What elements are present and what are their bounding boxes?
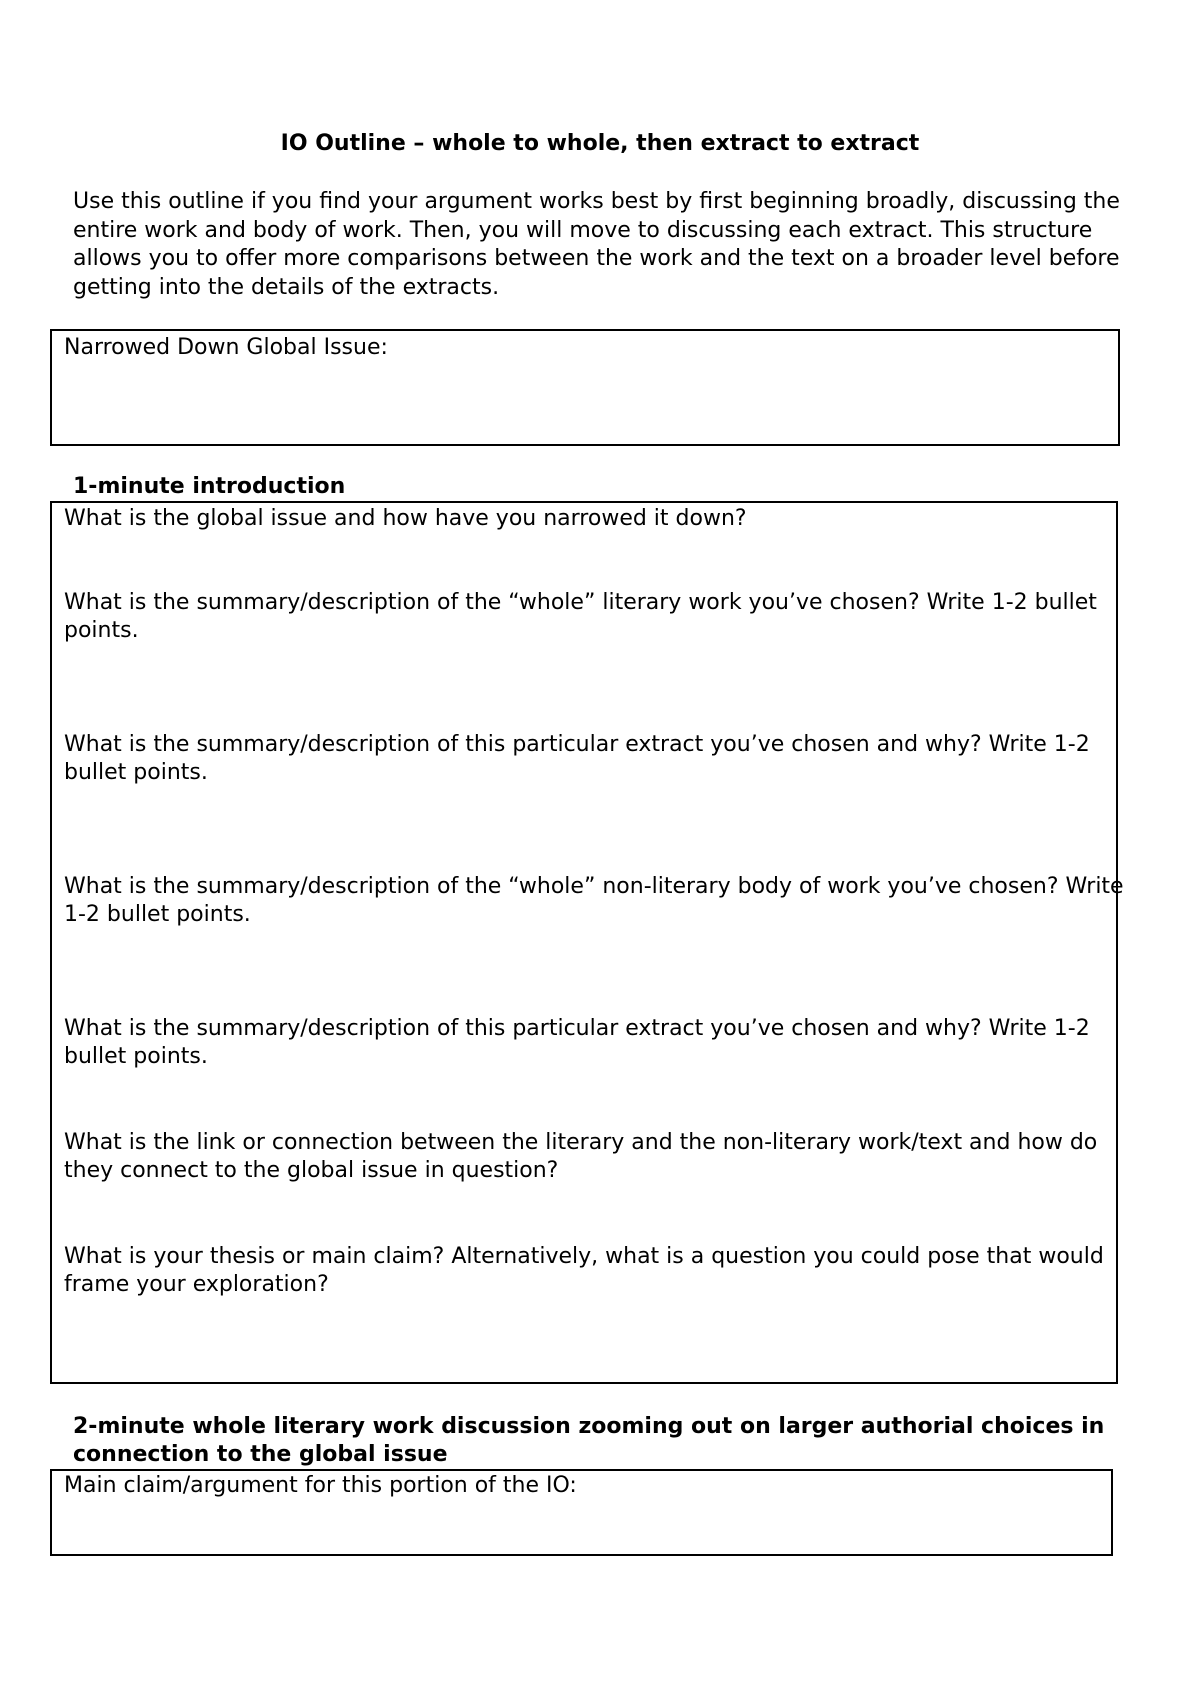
question-link: What is the link or connection between the literary and the non-literary work/text and how do they connect to the global issue in question?: [64, 1130, 1098, 1183]
global-issue-box[interactable]: [50, 329, 1120, 446]
intro-paragraph: Use this outline if you find your argument works best by first beginning broadly, discussing the entire work and body of work. Then, you will move to discussing each extract. This structure allows you to offer more comparisons between the work and the text on a broader level before getting into the details of the extracts.: [73, 189, 1120, 300]
intro-questions-box[interactable]: [50, 501, 1124, 1384]
question-thesis: What is your thesis or main claim? Alternatively, what is a question you could pose that would frame your exploration?: [64, 1244, 1104, 1297]
question-literary-extract: What is the summary/description of this particular extract you’ve chosen and why? Write 1-2 bullet points.: [64, 732, 1090, 785]
question-literary-whole: What is the summary/description of the “whole” literary work you’ve chosen? Write 1-2 bullet points.: [64, 590, 1097, 643]
global-issue-label: Narrowed Down Global Issue:: [64, 335, 388, 360]
literary-section-heading: 2-minute whole literary work discussion zooming out on larger authorial choices in connection to the global issue: [73, 1414, 1105, 1467]
literary-claim-label: Main claim/argument for this portion of the IO:: [64, 1473, 577, 1498]
literary-claim-box[interactable]: [50, 1469, 1113, 1556]
question-nonliterary-extract: What is the summary/description of this particular extract you’ve chosen and why? Write 1-2 bullet points.: [64, 1016, 1090, 1069]
page-title: IO Outline – whole to whole, then extract to extract: [280, 131, 920, 156]
intro-section-heading: 1-minute introduction: [73, 474, 346, 499]
question-nonliterary-whole: What is the summary/description of the “whole” non-literary body of work you’ve chosen? Write 1-2 bullet points.: [64, 874, 1124, 927]
question-global-issue: What is the global issue and how have you narrowed it down?: [64, 506, 747, 531]
